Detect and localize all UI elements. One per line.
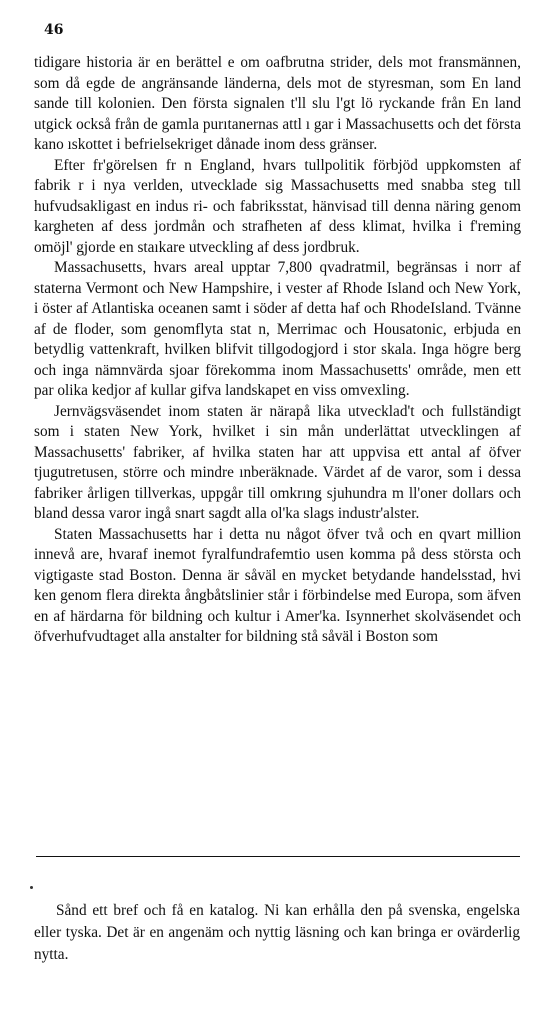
- advertisement-text: Sånd ett bref och få en katalog. Ni kan erhålla den på svenska, engelska eller tyska. Det är en angenäm och nyttig läsning och kan bringa er ovärderlig nytta.: [34, 902, 520, 963]
- advertisement: [34, 900, 520, 966]
- paragraph-2: Efter fr'görelsen fr n England, hvars tullpolitik förbjöd uppkomsten af fabrik r i nya verlden, utvecklade sig Massachusetts med snabba steg tıll hufvudsakligast en indus ri- och fabriksstat, hänvisad till denna näring genom kargheten af dess jordmån och strafheten af dess klimat, hvilka i f'reming omöjl' gjorde en staıkare utveckling af dess jordbruk.: [34, 156, 521, 256]
- section-divider: [36, 856, 520, 857]
- paragraph-3: Massachusetts, hvars areal upptar 7,800 qvadratmil, begränsas i norr af staterna Vermont och New Hampshire, i vester af Rhode Island och New York, i öster af Atlantiska oceanen samt i söder af detta haf och RhodeIsland. Tvänne af de floder, som genomflyta stat n, Merrimac och Housatonic, erbjuda en betydlig vattenkraft, hvilken blifvit tillgodogjord i stor skala. Inga högre berg och inga nämnvärda sjoar förekomma inom Massachusetts' område, men ett par olika kedjor af kullar gifva landskapet en viss omvexling.: [34, 259, 521, 399]
- paragraph-1: tidigare historia är en berättel e om oafbrutna strider, dels mot fransmännen, som då egde de angränsande länderna, dels mot de styresman, som En land sande till kolonien. Den första signalen t'll slu l'gt lö ryckande från En land utgick också från de gamla purıtanernas attl ı gar i Massachusetts och det första kano ıskottet i befrielsekriget dånade inom dess gränser.: [34, 54, 521, 153]
- page-number: 46: [44, 22, 64, 38]
- paragraph-5: Staten Massachusetts har i detta nu något öfver två och en qvart million innevå are, hvaraf inemot fyralfundrafemtio usen komma på dess största och vigtigaste stad Boston. Denna är såväl en mycket betydande handelsstad, hvi ken genom flera direkta ångbåtslinier står i förbindelse med Europa, som äfven en af härdarna för bildning och kultur i Amer'ka. Isynnerhet skolväsendet och öfverhufvudtaget alla anstalter for bildning stå såväl i Boston som: [34, 525, 521, 645]
- paragraph-4: Jernvägsväsendet inom staten är närapå lika utvecklad't och fullständigt som i staten New York, hvilket i sin mån underlättat utvecklingen af Massachusetts' fabriker, af hvilka staten har att uppvisa ett antal af öfver tjugutretusen, större och mindre ınberäknade. Värdet af de varor, som i dessa fabriker årligen tillverkas, uppgår till omkrıng sjuhundra m ll'oner dollars och bland dessa varor ingå snart sagdt alla ol'ka slags industr'alster.: [34, 402, 521, 522]
- margin-dot: [30, 886, 33, 889]
- article-body: [34, 53, 521, 648]
